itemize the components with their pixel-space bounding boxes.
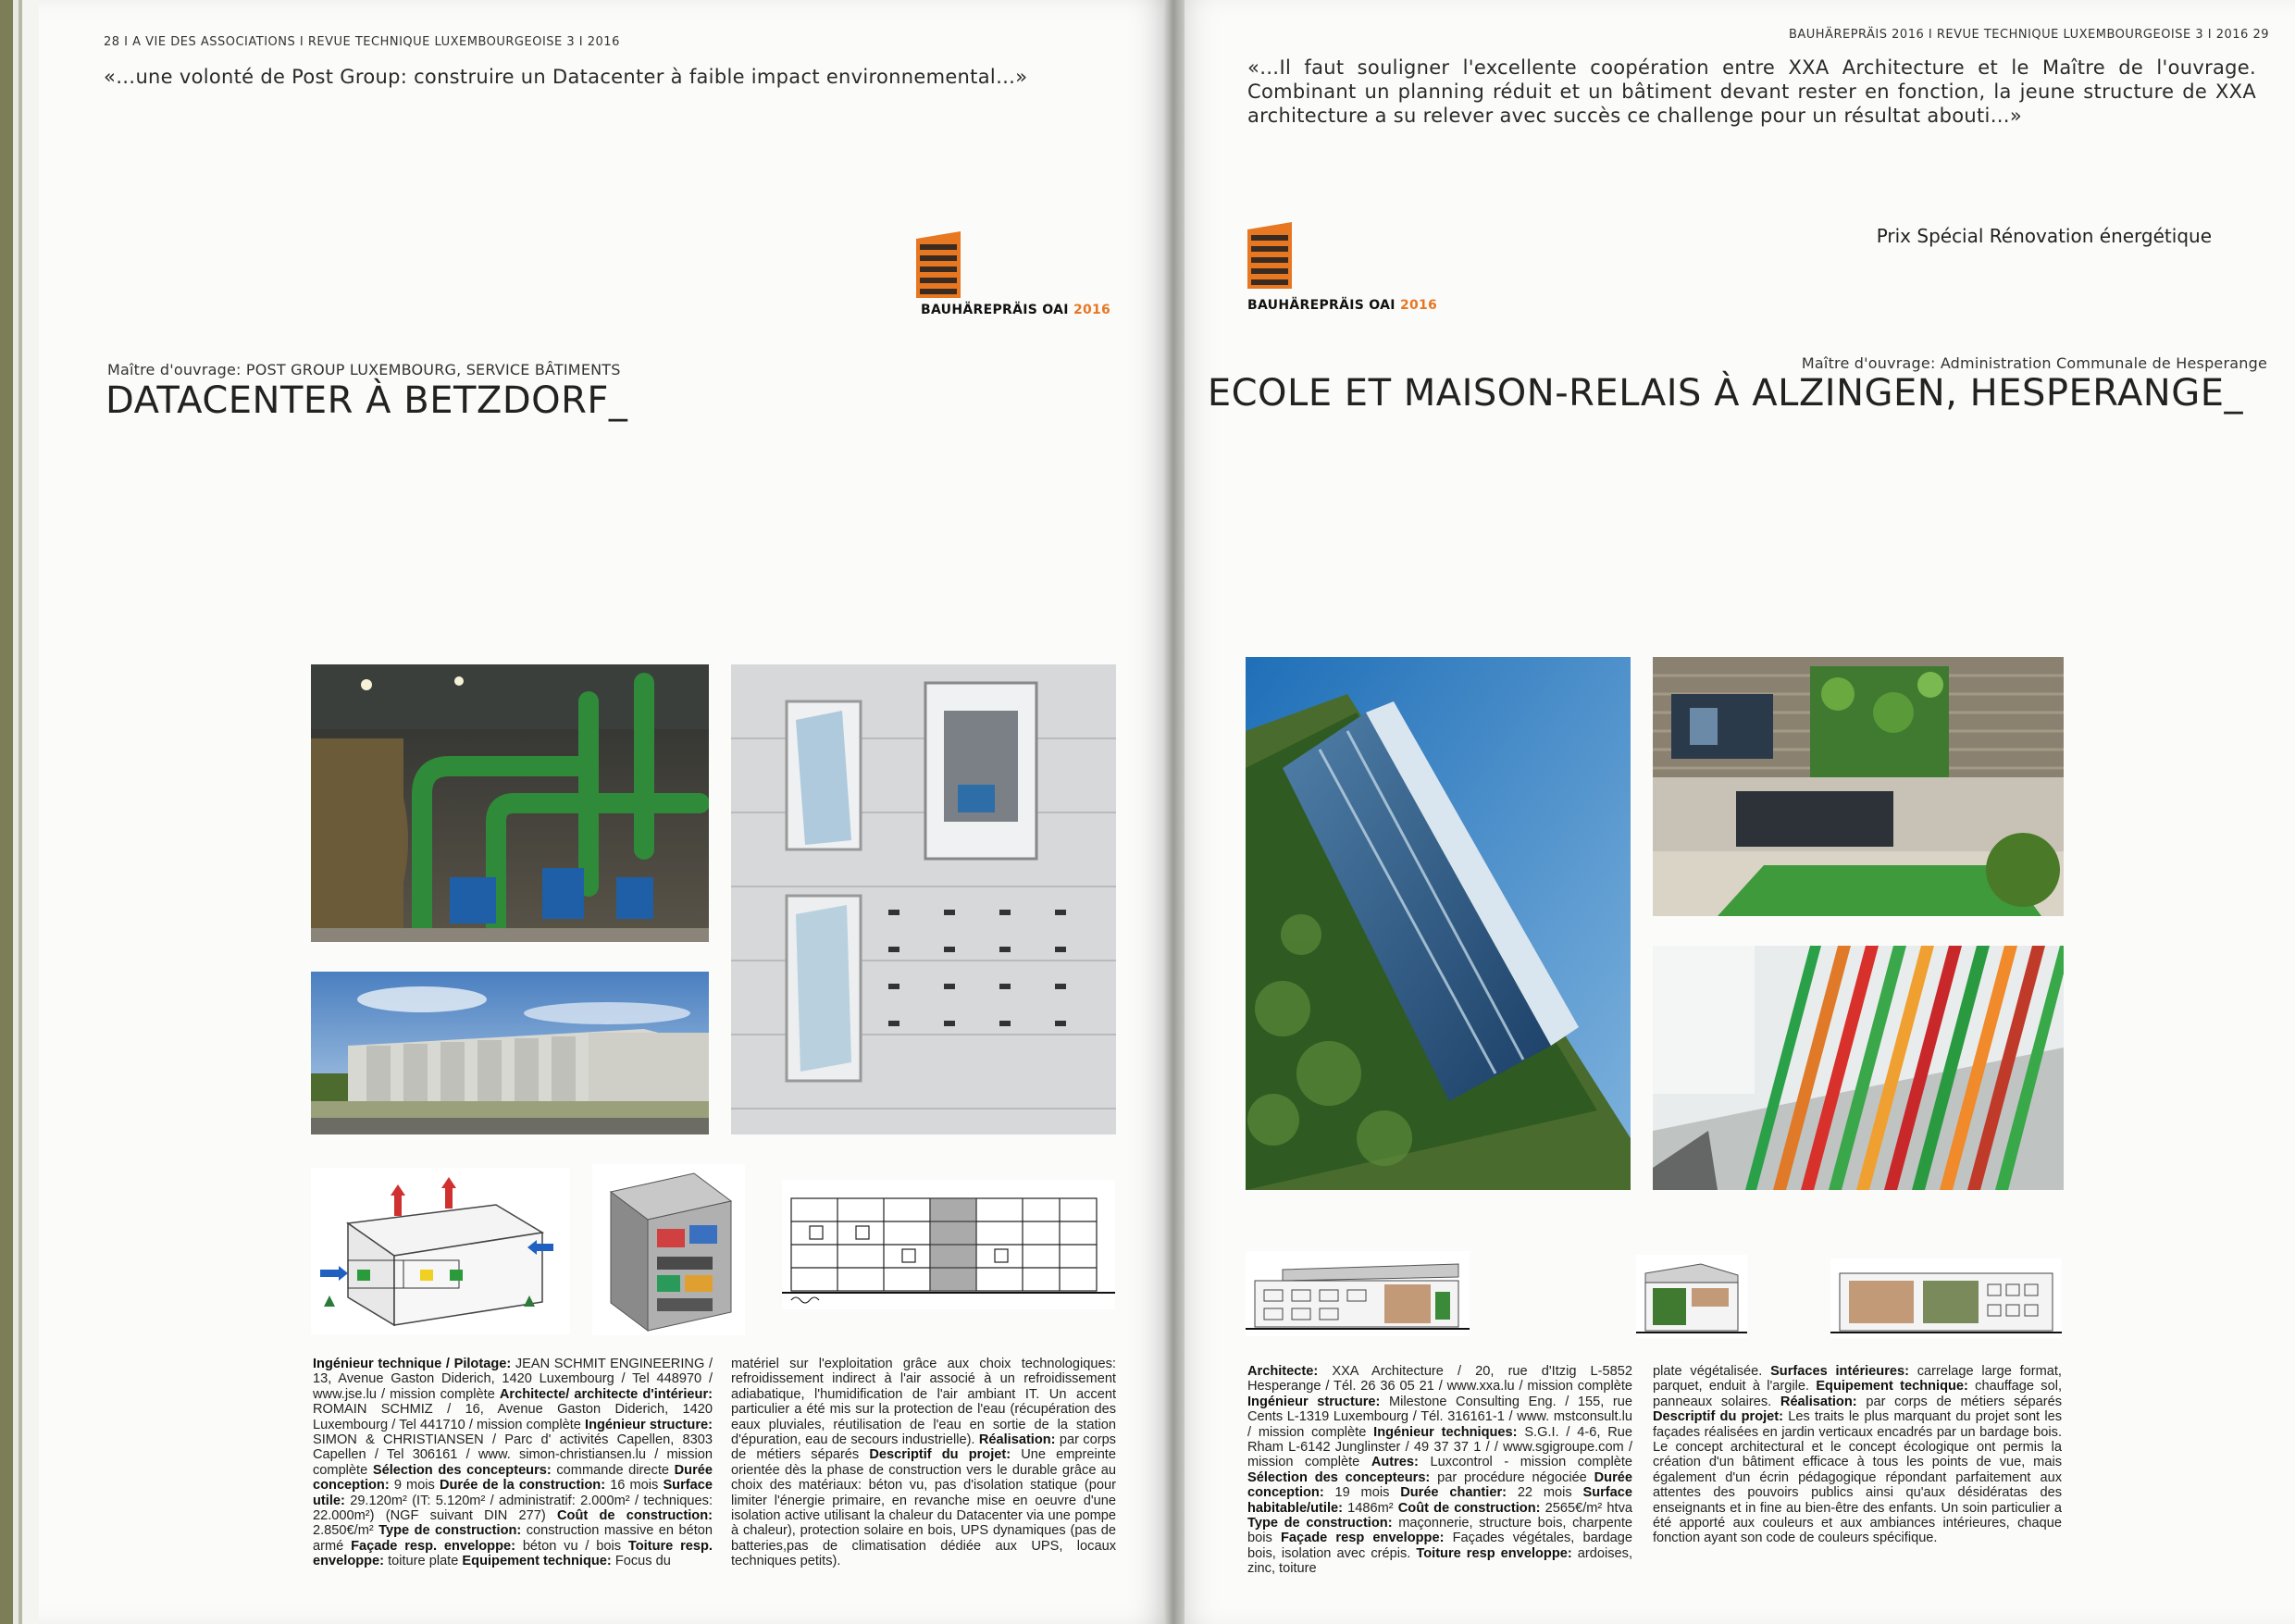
detail-label: Façade resp. enveloppe: — [351, 1538, 523, 1554]
detail-text: 2.850€/m² — [313, 1523, 379, 1539]
detail-label: Architecte/ architecte d'intérieur: — [499, 1386, 713, 1402]
detail-label: Surface utile: — [313, 1478, 713, 1508]
owner-right: Maître d'ouvrage: Administration Communale de Hesperange — [1801, 354, 2267, 372]
detail-label: Surfaces intérieures: — [1770, 1364, 1917, 1379]
detail-text: Focus du — [614, 1554, 671, 1569]
detail-text: S.G.I. / 4-6, Rue Rham L-6142 Junglinster / 49 37 37 1 / / www.sgigroupe.com / mission complète — [1247, 1424, 1633, 1470]
detail-label: Réalisation: — [1780, 1394, 1867, 1409]
logo-label: BAUHÄREPRÄIS OAI — [921, 303, 1069, 317]
page-edge — [0, 0, 39, 1624]
detail-text: Les traits le plus marquant du projet sont les façades réalisées en jardin verticaux encadrés par un bardage bois. Le concept architectural et le concept écologique ont permis la création d'un bâtiment efficace à tous les points de vue, mais également d'un écrin pédagogique répondant parfaitement aux attentes des pouvoirs publics ainsi qu'aux désidératas des enseignants et in fine au bien-être des enfants. Un soin particulier a été apporté aux couleurs et aux ambiances intérieures, chaque fonction ayant son code de couleurs spécifique. — [1653, 1409, 2062, 1546]
detail-text: SIMON & CHRISTIANSEN / Parc d' activités Capellen, 8303 Capellen / Tel 306161 / www. simon-christiansen.lu / mission complète — [313, 1432, 713, 1478]
detail-label: Architecte: — [1247, 1364, 1333, 1379]
detail-label: Sélection des concepteurs: — [1247, 1469, 1438, 1485]
detail-text: 19 mois — [1334, 1485, 1401, 1501]
detail-label: Façade resp enveloppe: — [1280, 1531, 1453, 1546]
elevation-drawing-1 — [1246, 1251, 1470, 1336]
bauherepraeis-stairs-logo-icon — [916, 231, 961, 298]
detail-label: Durée de la construction: — [439, 1478, 611, 1494]
elevation-drawing-3 — [1830, 1258, 2062, 1338]
detail-text: Milestone Consulting Eng. / 155, rue Cents L-1319 Luxembourg / Tél. 316161-1 / www. mstconsult.lu / mission complète — [1247, 1394, 1632, 1440]
detail-text: maçonnerie, structure bois, charpente bois — [1247, 1516, 1632, 1546]
detail-text: construction massive en béton armé — [313, 1523, 713, 1554]
detail-text: 1486m² — [1347, 1500, 1398, 1516]
detail-label: Réalisation: — [978, 1432, 1060, 1448]
detail-label: Durée conception: — [313, 1462, 713, 1494]
detail-text: ardoises, zinc, toiture — [1247, 1545, 1632, 1577]
right-page — [1173, 0, 2295, 1624]
detail-text: par corps de métiers séparés — [731, 1432, 1116, 1463]
owner-left: Maître d'ouvrage: POST GROUP LUXEMBOURG, SERVICE BÂTIMENTS — [107, 361, 621, 378]
detail-label: Durée chantier: — [1400, 1485, 1518, 1501]
logo-label: BAUHÄREPRÄIS OAI — [1247, 298, 1396, 313]
logo-text-right — [1247, 298, 1437, 313]
diagram-section-drawing — [782, 1180, 1115, 1309]
project-details-right-col1 — [1247, 1364, 1632, 1577]
detail-text: carrelage large format, parquet, enduit à l'argile. — [1653, 1364, 2062, 1395]
photo-air-handling-aerial — [731, 664, 1116, 1134]
detail-text: 2565€/m² htva — [1544, 1500, 1632, 1516]
detail-text: XXA Architecture / 20, rue d'Itzig L-5852 Hesperange / Tél. 26 36 05 21 / www.xxa.lu / mission complète — [1247, 1364, 1632, 1395]
detail-text: Une empreinte orientée dès la phase de construction vers le durable grâce au choix des matériaux: béton vu, pas d'isolation statique (pour limiter l'énergie primaire, en revanche mise en oeuvre d'une isolation active utilisant la chaleur du Datacenter via une pompe à chaleur), protection solaire en bois, UPS dynamiques (pas de batteries,pas de climatisation dédiée aux UPS, locaux techniques petits). — [731, 1447, 1116, 1569]
project-details-right-col2 — [1653, 1364, 2062, 1546]
photo-datacenter-exterior — [311, 972, 709, 1134]
detail-text: toiture plate — [388, 1554, 463, 1569]
detail-text: par corps de métiers séparés — [1866, 1394, 2062, 1409]
detail-label: Surface habitable/utile: — [1247, 1485, 1633, 1516]
detail-label: Equipement technique: — [1816, 1379, 1976, 1395]
detail-label: Toiture resp enveloppe: — [1416, 1545, 1578, 1561]
detail-text: Façades végétales, bardage bois, isolation avec crépis. — [1247, 1531, 1633, 1561]
detail-text: plate végétalisée. — [1653, 1364, 1771, 1379]
detail-text: 22 mois — [1517, 1485, 1583, 1501]
detail-text: chauffage sol, panneaux solaires. — [1653, 1379, 2062, 1409]
detail-label: Coût de construction: — [557, 1508, 713, 1524]
detail-label: Descriptif du projet: — [1653, 1409, 1789, 1425]
diagram-3d-cutaway — [592, 1164, 745, 1335]
detail-text: commande directe — [556, 1462, 675, 1478]
project-details-left-col1 — [313, 1357, 713, 1569]
pull-quote-left: «…une volonté de Post Group: construire un Datacenter à faible impact environnemental…» — [104, 66, 1028, 88]
logo-year: 2016 — [1073, 303, 1111, 317]
diagram-ventilation-schematic — [311, 1168, 570, 1334]
detail-label: Ingénieur technique / Pilotage: — [313, 1357, 515, 1371]
detail-text: ROMAIN SCHMIZ / 16, Avenue Gaston Diderich, 1420 Luxembourg / Tel 441710 / mission complète — [313, 1402, 713, 1432]
detail-text: par procédure négociée — [1437, 1469, 1594, 1485]
detail-label: Equipement technique: — [462, 1554, 615, 1569]
detail-label: Ingénieur structure: — [585, 1417, 713, 1432]
photo-technical-room — [311, 664, 709, 942]
pull-quote-right: «…Il faut souligner l'excellente coopération entre XXA Architecture et le Maître de l'ouvrage. Combinant un planning réduit et un bâtiment devant rester en fonction, la jeune structure de XXA architecture a su relever avec succès ce challenge pour un résultat abouti…» — [1247, 56, 2256, 127]
detail-text: 29.120m² (IT: 5.120m² / administratif: 2.000m² / techniques: 22.000m²) (NGF suivant DIN 277) — [313, 1493, 713, 1524]
project-title-right: ECOLE ET MAISON-RELAIS À ALZINGEN, HESPERANGE_ — [1207, 372, 2243, 415]
running-head-left: 28 I A VIE DES ASSOCIATIONS I REVUE TECHNIQUE LUXEMBOURGEOISE 3 I 2016 — [104, 35, 620, 49]
elevation-drawing-2 — [1636, 1255, 1747, 1338]
spine-gutter — [1164, 0, 1185, 1624]
running-head-right: BAUHÄREPRÄIS 2016 I REVUE TECHNIQUE LUXEMBOURGEOISE 3 I 2016 29 — [1788, 28, 2269, 42]
detail-text: 9 mois — [393, 1478, 440, 1494]
award-category: Prix Spécial Rénovation énergétique — [1876, 225, 2212, 247]
detail-label: Ingénieur structure: — [1247, 1394, 1389, 1409]
detail-text: 16 mois — [610, 1478, 664, 1494]
detail-text: Luxcontrol - mission complète — [1430, 1455, 1633, 1470]
project-details-left-col2 — [731, 1357, 1116, 1569]
detail-label: Ingénieur techniques: — [1373, 1424, 1525, 1440]
project-title-left: DATACENTER À BETZDORF_ — [105, 379, 628, 422]
detail-text: matériel sur l'exploitation grâce aux choix technologiques: refroidissement indirect à l'air associé à un refroidissement adiabatique, l'humidification de l'air ambiant IT. Un accent particulier a été mis sur la protection de l'eau (récupération des eaux pluviales, réutilisation de l'eau en sortie de la station d'épuration, eau de secours industrielle). — [731, 1357, 1116, 1448]
detail-label: Coût de construction: — [1397, 1500, 1545, 1516]
photo-glass-facade-angled — [1246, 657, 1631, 1190]
photo-colored-slats — [1653, 946, 2064, 1190]
bauherepraeis-stairs-logo-icon — [1247, 222, 1292, 289]
detail-label: Type de construction: — [1247, 1516, 1399, 1531]
detail-label: Autres: — [1371, 1455, 1431, 1470]
detail-label: Descriptif du projet: — [869, 1447, 1022, 1463]
detail-label: Durée conception: — [1247, 1469, 1632, 1501]
logo-text-left — [921, 303, 1110, 317]
detail-text: béton vu / bois — [522, 1538, 628, 1554]
logo-year: 2016 — [1399, 298, 1438, 313]
photo-wood-facade-courtyard — [1653, 657, 2064, 916]
detail-label: Type de construction: — [378, 1523, 527, 1539]
detail-text: JEAN SCHMIT ENGINEERING / 13, Avenue Gaston Diderich, 1420 Luxembourg / Tel 448970 / www.jse.lu / mission complète — [313, 1357, 713, 1402]
detail-label: Toiture resp. enveloppe: — [313, 1538, 713, 1569]
detail-label: Sélection des concepteurs: — [372, 1462, 557, 1478]
